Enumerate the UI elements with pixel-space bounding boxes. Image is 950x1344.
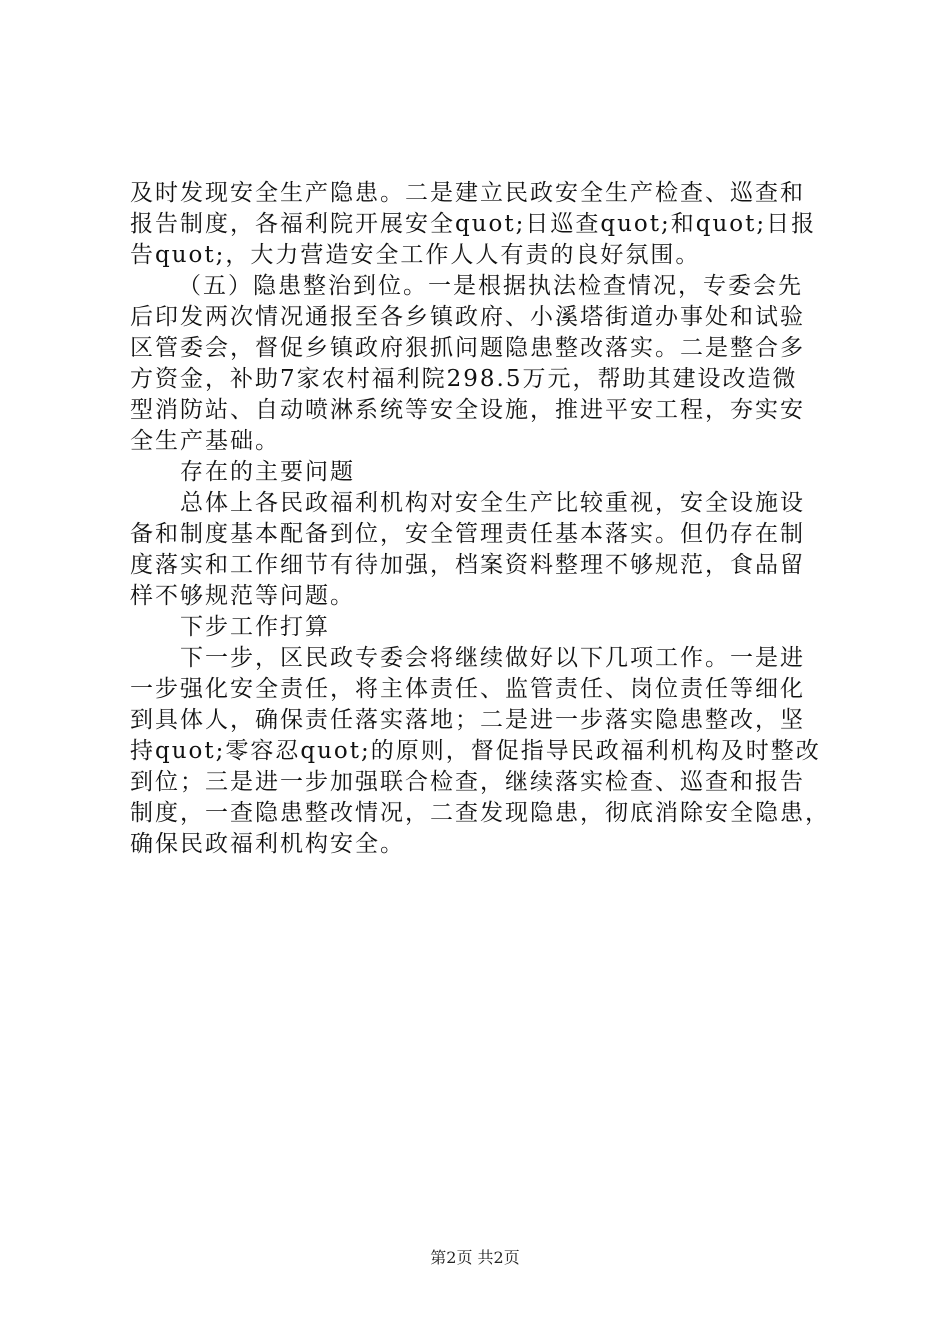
text-line: 制度，一查隐患整改情况，二查发现隐患，彻底消除安全隐患，	[130, 800, 830, 826]
document-body	[130, 178, 830, 860]
text-line: 告quot;，大力营造安全工作人人有责的良好氛围。	[130, 242, 701, 268]
text-line: 确保民政福利机构安全。	[130, 831, 405, 857]
text-line: 报告制度，各福利院开展安全quot;日巡查quot;和quot;日报	[130, 211, 817, 237]
text-line: 区管委会，督促乡镇政府狠抓问题隐患整改落实。二是整合多	[130, 335, 805, 361]
text-line: 后印发两次情况通报至各乡镇政府、小溪塔街道办事处和试验	[130, 304, 805, 330]
text-line: 一步强化安全责任，将主体责任、监管责任、岗位责任等细化	[130, 676, 805, 702]
text-line: 持quot;零容忍quot;的原则，督促指导民政福利机构及时整改	[130, 738, 821, 764]
text-line: 及时发现安全生产隐患。二是建立民政安全生产检查、巡查和	[130, 180, 805, 206]
text-line: 到位；三是进一步加强联合检查，继续落实检查、巡查和报告	[130, 769, 805, 795]
paragraph-start-line: 下一步，区民政专委会将继续做好以下几项工作。一是进	[180, 645, 805, 671]
text-line: 度落实和工作细节有待加强，档案资料整理不够规范，食品留	[130, 552, 805, 578]
text-line: 到具体人，确保责任落实落地；二是进一步落实隐患整改，坚	[130, 707, 805, 733]
text-line: 样不够规范等问题。	[130, 583, 355, 609]
text-line: 备和制度基本配备到位，安全管理责任基本落实。但仍存在制	[130, 521, 805, 547]
paragraph-start-line: 总体上各民政福利机构对安全生产比较重视，安全设施设	[180, 490, 805, 516]
section-heading: 下步工作打算	[180, 614, 330, 640]
page-number-footer: 第2页 共2页	[430, 1248, 520, 1267]
paragraph-start-line: （五）隐患整治到位。一是根据执法检查情况，专委会先	[178, 273, 803, 299]
text-line: 型消防站、自动喷淋系统等安全设施，推进平安工程，夯实安	[130, 397, 805, 423]
text-line: 方资金，补助7家农村福利院298.5万元，帮助其建设改造微	[130, 366, 798, 392]
text-line: 全生产基础。	[130, 428, 280, 454]
section-heading: 存在的主要问题	[180, 459, 355, 485]
